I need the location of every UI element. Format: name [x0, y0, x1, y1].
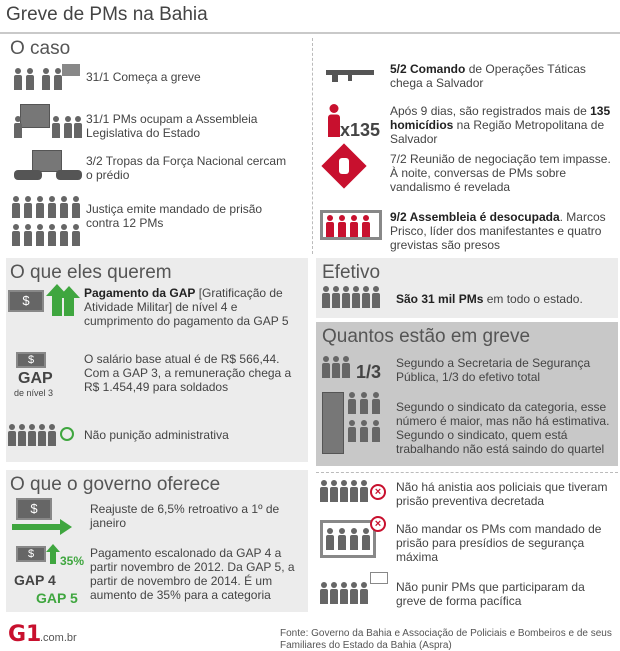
one-third-icon: 1/3: [322, 352, 388, 384]
troops-vehicles-icon: [12, 150, 84, 182]
raise-money-icon: $: [12, 498, 74, 534]
arrest-warrant-people-icon: [12, 196, 84, 248]
governo-left-item-2: Pagamento escalonado da GAP 4 a partir novembro de 2012. Da GAP 5, a partir de novembro de 2014. É um aumento de 35% para a categoria: [90, 546, 295, 602]
caso-right-item-2: Após 9 dias, são registrados mais de 135 homicídios na Região Metropolitana de Salvador: [390, 104, 611, 146]
peaceful-strike-icon: [320, 572, 392, 608]
quantos-item-1: Segundo a Secretaria de Segurança Pública, 1/3 do efetivo total: [396, 356, 591, 384]
barracks-icon: [322, 392, 388, 458]
caso-right-item-1: 5/2 Comando de Operações Táticas chega a Salvador: [390, 62, 586, 90]
section-heading-quantos: Quantos estão em greve: [322, 326, 531, 347]
assembly-occupation-icon: [12, 104, 84, 140]
governo-right-item-3: Não punir PMs que participaram da greve de forma pacífica: [396, 580, 585, 608]
title-divider: [0, 32, 620, 34]
g1-logo-sub: .com.br: [40, 632, 77, 644]
homicides-figure-icon: x135: [326, 104, 382, 140]
source-note: Fonte: Governo da Bahia e Associação de Policiais e Bombeiros e de seus Familiares do Estado da Bahia (Aspra): [280, 628, 612, 651]
protesters-icon: [12, 64, 82, 92]
gap-progression-icon: $ 35% GAP 4 GAP 5: [10, 544, 88, 606]
governo-right-item-2: Não mandar os PMs com mandado de prisão para presídios de segurança máxima: [396, 522, 602, 564]
g1-logo: G1: [8, 622, 42, 647]
section-heading-querem: O que eles querem: [10, 262, 172, 283]
vertical-divider: [312, 38, 313, 254]
quantos-item-2: Segundo o sindicato da categoria, esse número é maior, mas não há estimativa. Segundo o sindicato, quem está trabalhando não está saindo do quartel: [396, 400, 610, 456]
querem-item-2: O salário base atual é de R$ 566,44. Com a GAP 3, a remuneração chega a R$ 1.454,49 para soldados: [84, 352, 292, 394]
no-punishment-icon: [8, 424, 76, 446]
no-max-security-prison-icon: ×: [320, 516, 392, 562]
governo-left-item-1: Reajuste de 6,5% retroativo a 1º de janeiro: [90, 502, 280, 530]
arrested-assembly-icon: [320, 210, 382, 240]
section-heading-efetivo: Efetivo: [322, 262, 381, 283]
caso-item-4: Justiça emite mandado de prisão contra 12 PMs: [86, 202, 263, 230]
rifle-icon: [326, 66, 376, 82]
page-title: Greve de PMs na Bahia: [6, 4, 208, 25]
caso-item-1: 31/1 Começa a greve: [86, 70, 201, 84]
gap-level3-icon: $ GAP de nível 3: [14, 354, 54, 398]
section-heading-caso: O caso: [10, 38, 71, 59]
no-amnesty-icon: ×: [320, 478, 390, 504]
caso-right-item-4: 9/2 Assembleia é desocupada. Marcos Prisco, líder dos manifestantes e quatro grevistas são presos: [390, 210, 606, 252]
querem-item-1: Pagamento da GAP [Gratificação de Atividade Militar] de nível 4 e cumprimento do pagamento da GAP 5: [84, 286, 289, 328]
money-up-icon: $: [8, 284, 80, 318]
police-group-icon: [322, 286, 380, 310]
governo-right-item-1: Não há anistia aos policiais que tiveram prisão preventiva decretada: [396, 480, 608, 508]
caso-right-item-3: 7/2 Reunião de negociação tem impasse. À noite, conversas de PMs sobre vandalismo é revelada: [390, 152, 611, 194]
horizontal-divider: [316, 472, 618, 473]
caso-item-3: 3/2 Tropas da Força Nacional cercam o prédio: [86, 154, 287, 182]
querem-item-3: Não punição administrativa: [84, 428, 229, 442]
caso-item-2: 31/1 PMs ocupam a Assembleia Legislativa do Estado: [86, 112, 258, 140]
stop-hand-icon: [328, 150, 360, 182]
efetivo-text: São 31 mil PMs em todo o estado.: [396, 292, 583, 306]
section-heading-governo: O que o governo oferece: [10, 474, 221, 495]
